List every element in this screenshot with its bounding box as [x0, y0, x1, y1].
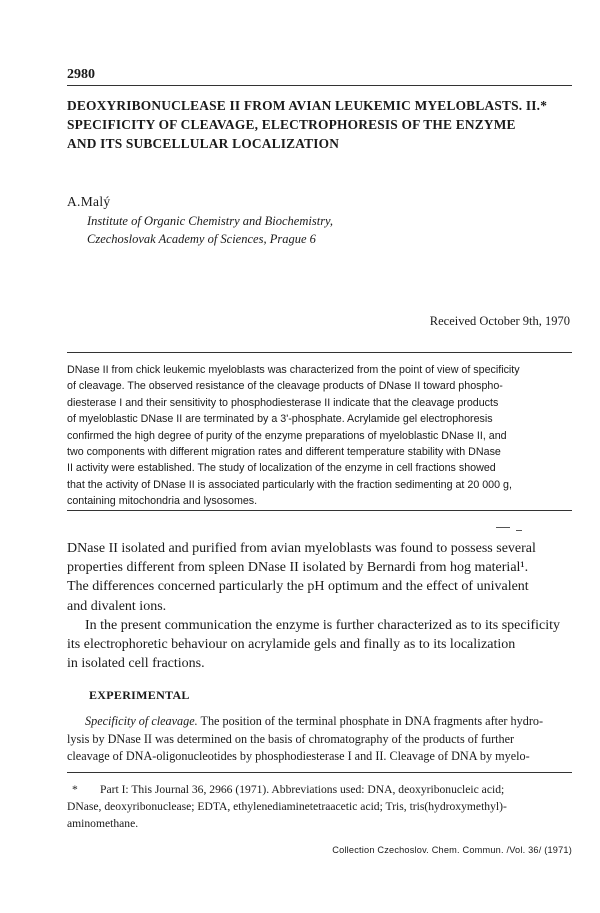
abstract-line: diesterase I and their sensitivity to phosphodiesterase II indicate that the cleavage products — [67, 396, 499, 409]
author-name: A.Malý — [67, 194, 111, 209]
footnote-line: aminomethane. — [67, 817, 139, 830]
scan-speck — [496, 527, 510, 528]
abstract-line: two components with different migration rates and different temperature stability with DNase — [67, 446, 501, 459]
abstract-line: II activity were established. The study of localization of the enzyme in cell fractions showed — [67, 462, 496, 475]
abstract-bottom-rule — [67, 510, 572, 511]
body-line: in isolated cell fractions. — [67, 656, 205, 672]
article-title — [67, 96, 577, 153]
header-rule — [67, 85, 572, 86]
abstract-line: of cleavage. The observed resistance of the cleavage products of DNase II toward phospho- — [67, 380, 503, 393]
experimental-line — [67, 713, 577, 731]
body-line: and divalent ions. — [67, 598, 167, 614]
body-line: DNase II isolated and purified from avian myeloblasts was found to possess several — [67, 541, 536, 556]
footnote-marker: * — [72, 783, 78, 796]
abstract-line: of myeloblastic DNase II are terminated by a 3'-phosphate. Acrylamide gel electrophoresis — [67, 413, 493, 426]
footnote-rule — [67, 772, 572, 773]
abstract-line: DNase II from chick leukemic myeloblasts was characterized from the point of view of specificity — [67, 364, 520, 376]
affiliation-line-2: Czechoslovak Academy of Sciences, Prague 6 — [87, 232, 316, 246]
body-line: In the present communication the enzyme is further characterized as to its specificity — [85, 617, 561, 633]
title-line-1: DEOXYRIBONUCLEASE II FROM AVIAN LEUKEMIC MYELOBLASTS. II.* — [67, 98, 548, 113]
experimental-line-rest: The position of the terminal phosphate in DNA fragments after hydro- — [197, 714, 544, 728]
body-line: properties different from spleen DNase II isolated by Bernardi from hog material¹. — [67, 560, 529, 576]
body-line: its electrophoretic behaviour on acrylamide gels and finally as to its localization — [67, 637, 516, 653]
abstract — [67, 362, 572, 510]
footnote-line: DNase, deoxyribonuclease; EDTA, ethylenediaminetetraacetic acid; Tris, tris(hydroxymethyl)- — [67, 800, 507, 813]
abstract-line: containing mitochondria and lysosomes. — [67, 495, 258, 508]
abstract-line: that the activity of DNase II is associated particularly with the fraction sedimenting at 20 000 g, — [67, 478, 512, 491]
abstract-line: confirmed the high degree of purity of the enzyme preparations of myeloblastic DNase II, and — [67, 429, 507, 442]
experimental-subheading: Specificity of cleavage. — [85, 714, 198, 728]
body-line: The differences concerned particularly the pH optimum and the effect of univalent — [67, 579, 529, 595]
footnote — [67, 781, 577, 832]
footnote-text: Part I: This Journal 36, 2966 (1971). Abbreviations used: DNA, deoxyribonucleic acid; — [100, 783, 505, 796]
section-heading-experimental: EXPERIMENTAL — [89, 688, 190, 702]
received-date: Received October 9th, 1970 — [429, 314, 570, 328]
scan-speck — [516, 530, 522, 531]
abstract-top-rule — [67, 352, 572, 353]
title-line-3: AND ITS SUBCELLULAR LOCALIZATION — [67, 136, 340, 151]
body-text — [67, 539, 577, 673]
author-affiliation — [87, 212, 333, 248]
journal-footer: Collection Czechoslov. Chem. Commun. /Vol. 36/ (1971) — [332, 845, 572, 855]
experimental-line: cleavage of DNA-oligonucleotides by phosphodiesterase I and II. Cleavage of DNA by myelo- — [67, 749, 530, 763]
experimental-text — [67, 713, 577, 766]
footnote-line — [67, 781, 577, 798]
page-number: 2980 — [67, 67, 95, 82]
affiliation-line-1: Institute of Organic Chemistry and Biochemistry, — [87, 214, 334, 228]
experimental-line: lysis by DNase II was determined on the basis of chromatography of the products of further — [67, 731, 515, 746]
title-line-2: SPECIFICITY OF CLEAVAGE, ELECTROPHORESIS OF THE ENZYME — [67, 117, 516, 132]
